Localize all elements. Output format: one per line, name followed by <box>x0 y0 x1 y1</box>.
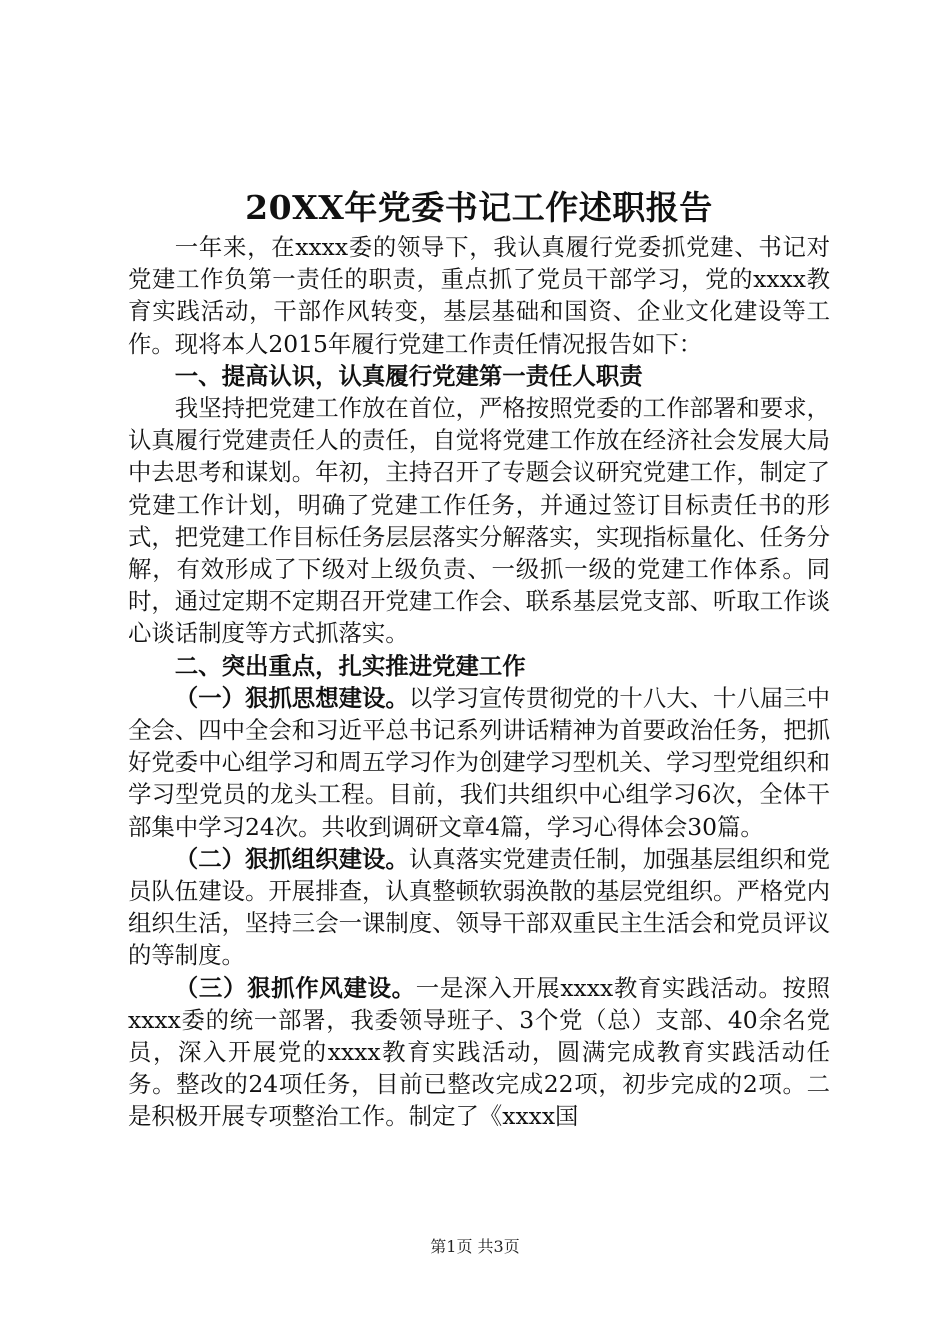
document-title: 20XX年党委书记工作述职报告 <box>245 188 713 227</box>
section-2-item-3-body: 一是深入开展xxxx教育实践活动。按照xxxx委的统一部署，我委领导班子、3个党（总）支部、40余名党员，深入开展党的xxxx教育实践活动，圆满完成教育实践活动任务。整改的24项任务，目前已整改完成22项，初步完成的2项。二是积极开展专项整治工作。制定了《xxxx国 <box>128 973 831 1131</box>
section-2-item-3-lead: （三）狠抓作风建设。 <box>174 973 416 1002</box>
intro-paragraph: 一年来，在xxxx委的领导下，我认真履行党委抓党建、书记对党建工作负第一责任的职责，重点抓了党员干部学习，党的xxxx教育实践活动，干部作风转变，基层基础和国资、企业文化建设等工作。现将本人2015年履行党建工作责任情况报告如下： <box>128 233 830 358</box>
section-2-item-2-body: 认真落实党建责任制，加强基层组织和党员队伍建设。开展排查，认真整顿软弱涣散的基层党组织。严格党内组织生活，坚持三会一课制度、领导干部双重民主生活会和党员评议的等制度。 <box>128 844 831 970</box>
section-2-item-2-paragraph <box>128 843 830 972</box>
page-footer: 第1页 共3页 <box>430 1237 520 1256</box>
section-2-item-1-lead: （一）狠抓思想建设。 <box>174 683 409 712</box>
section-1-paragraph: 我坚持把党建工作放在首位，严格按照党委的工作部署和要求，认真履行党建责任人的责任，自觉将党建工作放在经济社会发展大局中去思考和谋划。年初，主持召开了专题会议研究党建工作，制定了党建工作计划，明确了党建工作任务，并通过签订目标责任书的形式，把党建工作目标任务层层落实分解落实，实现指标量化、任务分解，有效形成了下级对上级负责、一级抓一级的党建工作体系。同时，通过定期不定期召开党建工作会、联系基层党支部、听取工作谈心谈话制度等方式抓落实。 <box>128 394 830 648</box>
section-2-item-2-lead: （二）狠抓组织建设。 <box>174 844 409 873</box>
section-2-item-1-body: 以学习宣传贯彻党的十八大、十八届三中全会、四中全会和习近平总书记系列讲话精神为首要政治任务，把抓好党委中心组学习和周五学习作为创建学习型机关、学习型党组织和学习型党员的龙头工程。目前，我们共组织中心组学习6次，全体干部集中学习24次。共收到调研文章4篇，学习心得体会30篇。 <box>128 683 831 841</box>
section-1-heading: 一、提高认识，认真履行党建第一责任人职责 <box>174 361 643 390</box>
section-2-heading: 二、突出重点，扎实推进党建工作 <box>174 651 526 680</box>
section-2-item-3-paragraph <box>128 972 830 1133</box>
document-body <box>128 186 830 1133</box>
section-2-item-1-paragraph <box>128 682 830 843</box>
